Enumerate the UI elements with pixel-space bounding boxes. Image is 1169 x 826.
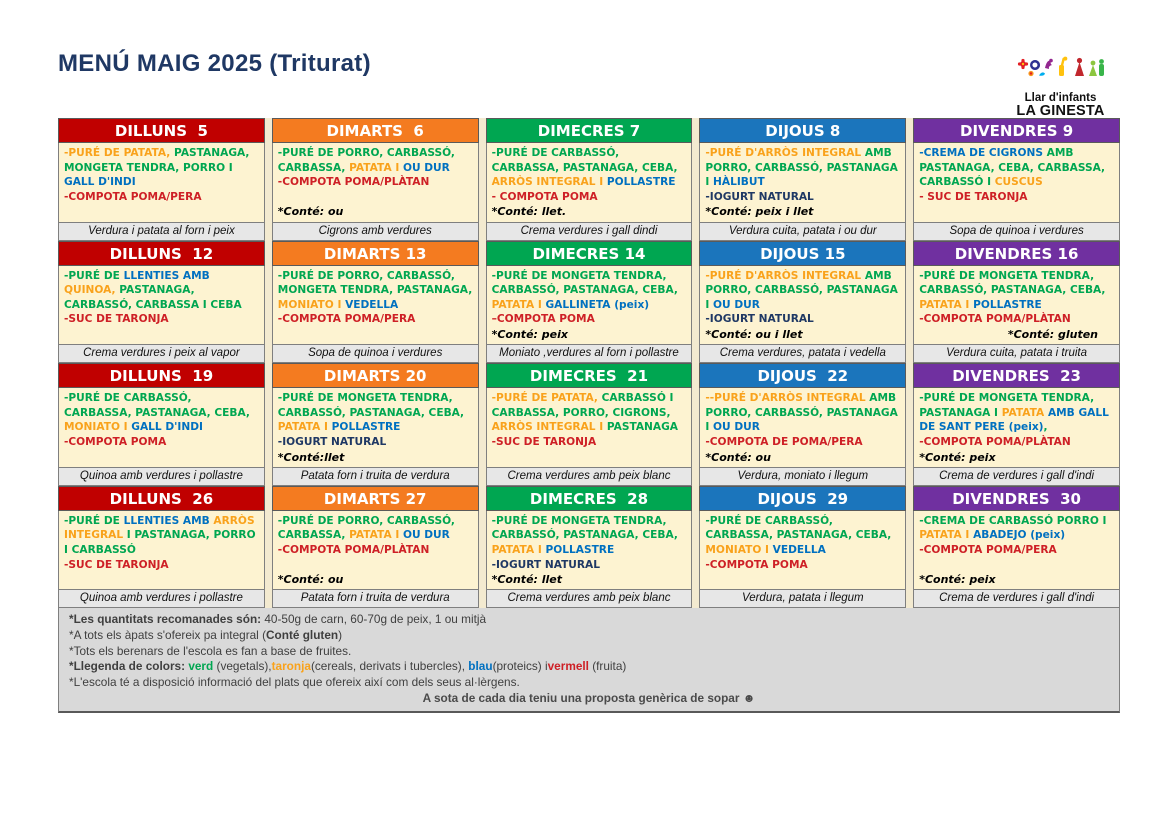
allergen-note: *Conté: llet (491, 573, 563, 587)
supper-suggestion: Crema verdures amb peix blanc (486, 468, 693, 486)
day-header: DILLUNS 12 (58, 241, 265, 266)
supper-footer-note (69, 690, 1109, 709)
menu-item-text: LLENTIES AMB (123, 269, 210, 282)
note-text: *Llegenda de colors: (69, 659, 189, 674)
supper-suggestion: Verdura cuita, patata i truita (913, 345, 1120, 363)
supper-suggestion: Crema verdures, patata i vedella (699, 345, 906, 363)
day-header: DIJOUS 22 (699, 363, 906, 388)
menu-item-text: -COMPOTA POMA/PLÀTAN (919, 313, 1071, 326)
menu-item-text: GALL D'INDI (131, 421, 203, 434)
menu-line (492, 435, 687, 450)
day-header: DIJOUS 29 (699, 486, 906, 511)
menu-item-text: CUSCUS (994, 176, 1043, 189)
note-text: (fruita) (588, 659, 627, 674)
menu-item-text: AMB PORRO, CARBASSÓ, PASTANAGA I (705, 269, 898, 311)
menu-item-text: -IOGURT NATURAL (491, 558, 601, 571)
menu-item-text: MONIATO I (705, 544, 773, 557)
menu-line (919, 312, 1114, 327)
menu-item-text: -PURÉ DE (64, 514, 124, 527)
menu-item-text: ARRÒS INTEGRAL I (491, 421, 607, 434)
day-menu-cell (699, 388, 906, 468)
supper-suggestion: Verdura cuita, patata i ou dur (699, 223, 906, 241)
day-header: DIMECRES 14 (486, 241, 693, 266)
menu-item-text: -PURÉ DE MONGETA TENDRA, CARBASSÓ, PASTANAGA, CEBA, (919, 269, 1106, 297)
menu-item-text: CARBASSÓ I CARBASSA, PORRO, CIGRONS, (491, 392, 674, 419)
day-header: DIMECRES 21 (486, 363, 693, 388)
menu-item-text: VEDELLA (772, 544, 826, 557)
supper-suggestion: Patata forn i truita de verdura (272, 590, 479, 608)
menu-item-text: QUINOA, (64, 284, 120, 297)
supper-suggestion: Crema verdures amb peix blanc (486, 590, 693, 608)
note-text: (cereals, derivats i tubercles), (310, 659, 469, 674)
supper-suggestion: Moniato ,verdures al forn i pollastre (486, 345, 693, 363)
day-header: DIJOUS 15 (699, 241, 906, 266)
supper-suggestion: Patata forn i truita de verdura (272, 468, 479, 486)
day-header: DILLUNS 19 (58, 363, 265, 388)
menu-line (64, 269, 259, 313)
menu-line (64, 435, 259, 450)
menu-item-text: OU DUR (402, 161, 450, 174)
supper-suggestion: Crema verdures i peix al vapor (58, 345, 265, 363)
menu-item-text: -PURÉ DE MONGETA TENDRA, CARBASSÓ, PASTANAGA, CEBA, (491, 514, 678, 542)
menu-item-text: -PURÉ DE CARBASSÓ, CARBASSA, PASTANAGA, CEBA, (705, 514, 892, 542)
menu-item-text: -COMPOTA POMA/PERA (919, 544, 1057, 557)
day-menu-cell (272, 266, 479, 346)
menu-item-text: -PURÉ DE (64, 269, 124, 282)
menu-item-text: POLLASTRE (545, 544, 615, 557)
menu-line (919, 543, 1114, 558)
logo-figures-icon (1015, 56, 1107, 92)
menu-item-text: PASTANAGA, CARBASSÓ, CARBASSA I CEBA (64, 284, 242, 311)
menu-item-text: ARRÒS INTEGRAL I (491, 176, 607, 189)
day-menu-cell (486, 388, 693, 468)
menu-line (278, 269, 473, 313)
note-text: ) (338, 628, 343, 642)
menu-item-text: -PURÉ DE PATATA, (64, 147, 175, 159)
menu-item-text: ABADEJO (peix) (973, 529, 1066, 542)
menu-line (278, 435, 473, 450)
menu-line (492, 269, 687, 313)
day-menu-cell (913, 143, 1120, 223)
menu-line (919, 514, 1114, 543)
menu-line (705, 558, 900, 573)
menu-line (492, 146, 687, 190)
menu-item-text: -SUC DE TARONJA (64, 558, 169, 571)
menu-item-text: -PURÉ DE PORRO, CARBASSÓ, CARBASSA, (277, 147, 455, 174)
supper-suggestion: Sopa de quinoa i verdures (913, 223, 1120, 241)
menu-item-text: PASTANAGA (606, 421, 679, 434)
menu-item-text: PATATA I (491, 544, 546, 557)
menu-item-text: LLENTIES AMB (123, 514, 214, 527)
day-menu-cell (58, 511, 265, 591)
day-header: DIMARTS 6 (272, 118, 479, 143)
note-line (69, 628, 1109, 644)
day-menu-cell (913, 388, 1120, 468)
note-line (69, 612, 1109, 628)
menu-line (919, 269, 1114, 313)
menu-item-text: -PURÉ D'ARRÒS INTEGRAL (705, 147, 865, 159)
menu-item-text: GALLINETA (peix) (545, 298, 650, 311)
menu-item-text: ARRÒS INTEGRAL (64, 514, 255, 542)
day-header: DIVENDRES 23 (913, 363, 1120, 388)
allergen-note: *Conté: peix i llet (705, 205, 814, 219)
menu-item-text: POLLASTRE (331, 421, 401, 434)
menu-item-text: MONIATO I (277, 298, 346, 311)
menu-item-text: -COMPOTA POMA/PLÀTAN (277, 544, 430, 557)
day-menu-cell (699, 143, 906, 223)
day-menu-cell (272, 388, 479, 468)
menu-item-text: -PURÉ DE PORRO, CARBASSÓ, MONGETA TENDRA, PASTANAGA, (277, 269, 473, 297)
note-text: 40-50g de carn, 60-70g de peix, 1 ou mitjà (261, 612, 487, 627)
menu-line (278, 312, 473, 327)
menu-item-text: -PURÉ DE PATATA, (491, 392, 602, 405)
menu-line (278, 146, 473, 175)
menu-line (919, 391, 1114, 435)
menu-line (919, 190, 1114, 205)
menu-table (58, 118, 1120, 608)
menu-item-text: GALL D'INDI (64, 176, 136, 189)
menu-item-text: AMB PORRO, CARBASSÓ, PASTANAGA I (705, 392, 898, 434)
menu-item-text: -PURÉ DE MONGETA TENDRA, PASTANAGA I (919, 392, 1095, 419)
supper-suggestion: Crema de verdures i gall d'indi (913, 590, 1120, 608)
day-menu-cell (913, 266, 1120, 346)
day-menu-cell (699, 511, 906, 591)
day-header: DIVENDRES 9 (913, 118, 1120, 143)
menu-line (64, 312, 259, 327)
menu-item-text: -PURÉ DE MONGETA TENDRA, CARBASSÓ, PASTANAGA, CEBA, (491, 269, 678, 297)
menu-item-text: OU DUR (713, 298, 760, 311)
day-header: DIMARTS 20 (272, 363, 479, 388)
menu-line (919, 146, 1114, 190)
menu-line (705, 514, 900, 558)
menu-item-text: -COMPOTA DE POMA/PERA (705, 436, 863, 449)
supper-suggestion: Sopa de quinoa i verdures (272, 345, 479, 363)
menu-item-text: PATATA I (919, 298, 974, 311)
menu-item-text: I PASTANAGA, PORRO I CARBASSÓ (64, 529, 256, 557)
menu-line (492, 558, 687, 573)
menu-item-text: POLLASTRE (606, 176, 676, 189)
menu-item-text: -SUC DE TARONJA (64, 313, 169, 326)
note-text: taronja (271, 659, 311, 674)
menu-item-text: --PURÉ D'ARRÒS INTEGRAL (705, 392, 870, 405)
note-text: *A tots els àpats s'ofereix pa integral ( (69, 628, 267, 642)
menu-item-text: PATATA (1001, 406, 1048, 419)
menu-item-text: , (1043, 421, 1048, 434)
menu-line (278, 175, 473, 190)
allergen-note: *Conté: llet. (491, 205, 567, 219)
menu-item-text: -COMPOTA POMA/PLÀTAN (277, 176, 430, 189)
day-menu-cell (699, 266, 906, 346)
note-line (69, 659, 1109, 675)
menu-item-text: -PURÉ DE CARBASSÓ, CARBASSA, PASTANAGA, CEBA, (64, 392, 250, 419)
menu-item-text: OU DUR (402, 529, 450, 542)
note-text: *Tots els berenars de l'escola es fan a base de fruites. (69, 643, 352, 658)
allergen-note: *Conté: peix (919, 450, 996, 464)
day-menu-cell (486, 511, 693, 591)
note-text: *L'escola té a disposició informació del plats que ofereix així com dels seus al·lèrgens. (69, 674, 520, 689)
supper-suggestion: Quinoa amb verdures i pollastre (58, 468, 265, 486)
allergen-note: *Conté: ou (277, 573, 344, 587)
menu-line (705, 312, 900, 327)
menu-line (705, 435, 900, 450)
allergen-note: *Conté: peix (919, 573, 996, 587)
day-menu-cell (486, 266, 693, 346)
menu-item-text: VEDELLA (345, 298, 399, 311)
supper-suggestion: Crema verdures i gall dindi (486, 223, 693, 241)
menu-item-text: AMB PASTANAGA, CEBA, CARBASSA, CARBASSÓ I (919, 147, 1106, 189)
day-menu-cell (58, 388, 265, 468)
menu-item-text: PATATA I (349, 161, 403, 174)
footer-note-text: A sota de cada dia teniu una proposta genèrica de sopar (422, 691, 743, 706)
menu-item-text: -COMPOTA POMA/PERA (64, 190, 202, 203)
menu-line (492, 391, 687, 435)
menu-item-text: MONIATO I (64, 421, 132, 434)
allergen-note: *Conté: peix (491, 328, 568, 342)
menu-item-text: HÀLIBUT (713, 176, 765, 189)
menu-item-text: PATATA I (277, 421, 332, 434)
menu-item-text: -CREMA DE CARBASSÓ PORRO I (919, 514, 1107, 527)
menu-item-text: -SUC DE TARONJA (491, 436, 597, 449)
supper-suggestion: Cigrons amb verdures (272, 223, 479, 241)
menu-item-text: - SUC DE TARONJA (919, 190, 1028, 203)
supper-suggestion: Verdura, patata i llegum (699, 590, 906, 608)
menu-line (919, 435, 1114, 450)
menu-item-text: PATATA I (491, 298, 546, 311)
day-header: DIMARTS 27 (272, 486, 479, 511)
note-text: verd (188, 659, 214, 674)
menu-item-text: POLLASTRE (973, 298, 1042, 311)
allergen-note: *Conté: ou i llet (705, 328, 803, 342)
page-title: MENÚ MAIG 2025 (Triturat) (58, 50, 371, 77)
menu-item-text: -COMPOTA POMA/PERA (277, 313, 416, 326)
menu-line (278, 391, 473, 435)
day-menu-cell (58, 266, 265, 346)
day-menu-cell (272, 143, 479, 223)
menu-item-text: -PURÉ DE MONGETA TENDRA, CARBASSÓ, PASTANAGA, CEBA, (277, 392, 465, 419)
menu-item-text: -IOGURT NATURAL (705, 313, 814, 326)
note-text: *Les quantitats recomanades són: (69, 612, 262, 627)
supper-suggestion: Verdura i patata al forn i peix (58, 223, 265, 241)
note-line (69, 644, 1109, 660)
menu-line (64, 391, 259, 435)
day-header: DILLUNS 26 (58, 486, 265, 511)
day-menu-cell (913, 511, 1120, 591)
menu-line (492, 514, 687, 558)
notes-section (58, 608, 1120, 713)
menu-line (705, 391, 900, 435)
menu-line (492, 190, 687, 205)
menu-line (64, 190, 259, 205)
note-line (69, 675, 1109, 691)
allergen-note: *Conté: ou (705, 450, 771, 464)
day-menu-cell (272, 511, 479, 591)
school-logo (1008, 56, 1113, 119)
allergen-note: *Conté:llet (277, 450, 345, 464)
note-text: (proteics) i (492, 659, 548, 674)
menu-line (64, 558, 259, 573)
menu-item-text: -CREMA DE CIGRONS (919, 147, 1047, 159)
day-header: DIMARTS 13 (272, 241, 479, 266)
menu-item-text: -IOGURT NATURAL (277, 436, 387, 449)
note-text: (vegetals), (213, 659, 272, 674)
menu-item-text: AMB PORRO, CARBASSÓ, PASTANAGA I (705, 147, 898, 189)
menu-item-text: PATATA I (919, 529, 974, 542)
menu-line (278, 543, 473, 558)
allergen-note: *Conté: gluten (1007, 328, 1098, 342)
day-header: DIMECRES 28 (486, 486, 693, 511)
menu-item-text: -COMPOTA POMA/PLÀTAN (919, 436, 1071, 449)
day-header: DILLUNS 5 (58, 118, 265, 143)
menu-line (705, 269, 900, 313)
menu-item-text: -PURÉ D'ARRÒS INTEGRAL (705, 269, 865, 282)
supper-suggestion: Quinoa amb verdures i pollastre (58, 590, 265, 608)
menu-line (278, 514, 473, 543)
allergen-note: *Conté: ou (277, 205, 344, 219)
supper-suggestion: Verdura, moniato i llegum (699, 468, 906, 486)
menu-item-text: –COMPOTA POMA (491, 313, 595, 326)
day-menu-cell (58, 143, 265, 223)
menu-line (64, 514, 259, 558)
menu-item-text: -IOGURT NATURAL (705, 190, 814, 203)
menu-item-text: - COMPOTA POMA (491, 190, 598, 203)
day-header: DIJOUS 8 (699, 118, 906, 143)
menu-item-text: -COMPOTA POMA (705, 558, 808, 571)
menu-item-text: -PURÉ DE CARBASSÓ, CARBASSA, PASTANAGA, CEBA, (491, 147, 678, 174)
day-header: DIVENDRES 30 (913, 486, 1120, 511)
day-menu-cell (486, 143, 693, 223)
note-text: Conté gluten (266, 628, 339, 642)
menu-line (64, 146, 259, 190)
menu-item-text: -COMPOTA POMA (64, 436, 167, 449)
logo-text-line2: LA GINESTA (1016, 103, 1105, 120)
menu-line (705, 146, 900, 190)
menu-item-text: PASTANAGA, MONGETA TENDRA, PORRO I (64, 147, 250, 174)
menu-item-text: AMB GALL DE SANT PERE (peix) (919, 406, 1109, 434)
supper-suggestion: Crema de verdures i gall d'indi (913, 468, 1120, 486)
menu-item-text: PATATA I (349, 529, 403, 542)
menu-line (492, 312, 687, 327)
day-header: DIMECRES 7 (486, 118, 693, 143)
menu-item-text: OU DUR (713, 421, 760, 434)
smiley-icon: ☻ (742, 691, 756, 706)
day-header: DIVENDRES 16 (913, 241, 1120, 266)
menu-item-text: -PURÉ DE PORRO, CARBASSÓ, CARBASSA, (277, 514, 455, 542)
logo-text-line1: Llar d'infants (1024, 92, 1097, 104)
note-text: blau (468, 659, 493, 674)
menu-line (705, 190, 900, 205)
note-text: vermell (547, 659, 589, 674)
